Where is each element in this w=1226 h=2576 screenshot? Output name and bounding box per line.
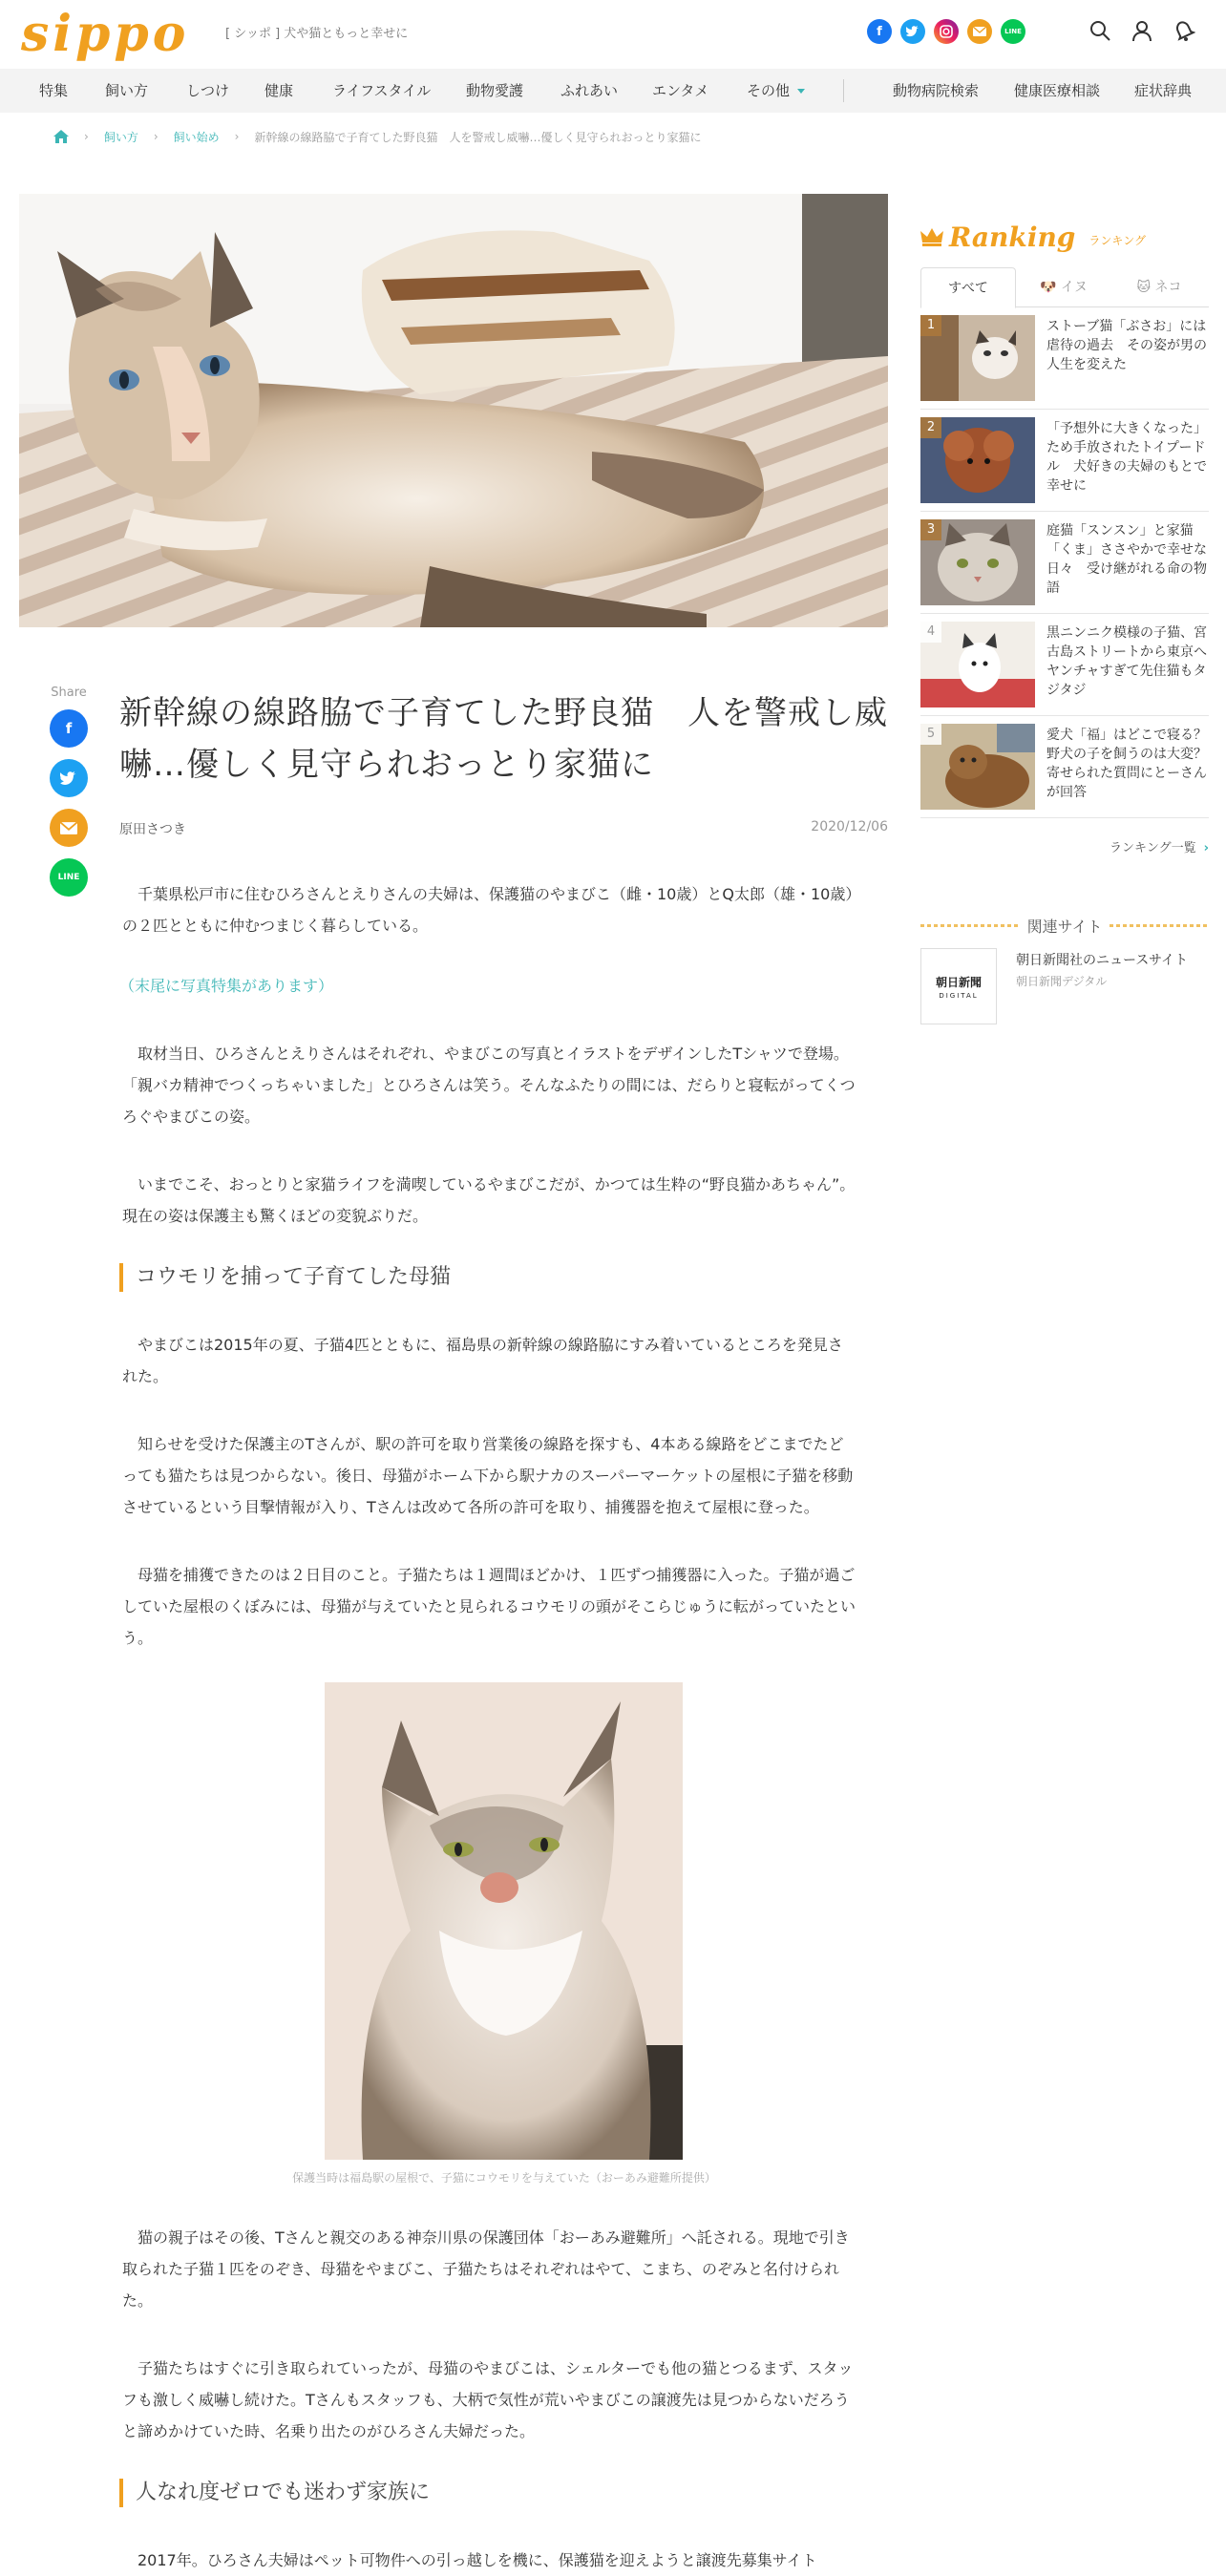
ranking-number: 5 xyxy=(920,724,941,745)
article-paragraph: 子猫たちはすぐに引き取られていったが、母猫のやまびこは、シェルターでも他の猫とつるまず、スタッフも激しく威嚇し続けた。Tさんもスタッフも、大柄で気性が荒いやまびこの譲渡先は見つからないだろうと諦めかけていた時、名乗り出たのがひろさん夫婦だった。 xyxy=(122,2359,854,2440)
line-icon: LINE xyxy=(57,873,80,882)
related-site-name: 朝日新聞社のニュースサイト xyxy=(1016,953,1189,968)
nav-divider xyxy=(843,79,844,102)
article-paragraph: 千葉県松戸市に住むひろさんとえりさんの夫婦は、保護猫のやまびこ（雌・10歳）とQ太郎（雄・10歳）の２匹とともに仲むつまじく暮らしている。 xyxy=(122,885,854,935)
ranking-item[interactable] xyxy=(920,307,1209,410)
nav-item-care[interactable]: 飼い方 xyxy=(105,82,149,99)
related-site-desc: 朝日新聞デジタル xyxy=(1016,975,1108,988)
article-author[interactable]: 原田さつき xyxy=(119,822,186,837)
nav-item-special[interactable]: 特集 xyxy=(39,82,69,99)
share-mail-button[interactable] xyxy=(50,809,88,847)
nav-item-training[interactable]: しつけ xyxy=(186,82,230,99)
crown-icon xyxy=(920,227,943,246)
ranking-title: 庭猫「スンスン」と家猫「くま」ささやかで幸せな日々 受け継がれる命の物語 xyxy=(1046,523,1207,596)
twitter-icon xyxy=(60,771,77,786)
article-paragraph: いまでこそ、おっとりと家猫ライフを満喫しているやまびこだが、かつては生粋の“野良猫かあちゃん”。現在の姿は保護主も驚くほどの変貌ぶりだ。 xyxy=(122,1175,856,1225)
ranking-item[interactable] xyxy=(920,410,1209,512)
nav-item-symptoms[interactable]: 症状辞典 xyxy=(1134,82,1193,99)
tab-dogs[interactable] xyxy=(1016,267,1111,307)
breadcrumb xyxy=(53,127,701,146)
search-icon[interactable] xyxy=(1089,19,1111,42)
chevron-right-icon: › xyxy=(234,130,240,143)
tab-cats-label: ネコ xyxy=(1154,280,1182,295)
instagram-icon[interactable] xyxy=(934,19,959,44)
home-icon[interactable] xyxy=(53,130,69,143)
nav-item-other-label: その他 xyxy=(747,82,791,99)
tab-all[interactable]: すべて xyxy=(920,267,1016,308)
ranking-more-label: ランキング一覧 xyxy=(1110,841,1196,855)
article xyxy=(119,687,888,2576)
ranking-title: ストーブ猫「ぶさお」には虐待の過去 その姿が男の人生を変えた xyxy=(1046,319,1207,372)
share-facebook-button[interactable] xyxy=(50,709,88,748)
ranking-item[interactable] xyxy=(920,614,1220,716)
ranking-item[interactable] xyxy=(920,512,1209,614)
social-links xyxy=(867,19,1025,44)
article-meta xyxy=(119,819,888,842)
twitter-icon[interactable] xyxy=(900,19,925,44)
article-date: 2020/12/06 xyxy=(811,819,888,834)
figure-caption: 保護当時は福島駅の屋根で、子猫にコウモリを与えていた（おーあみ避難所提供） xyxy=(292,2171,716,2185)
nav-item-encounters[interactable]: ふれあい xyxy=(560,82,619,99)
article-paragraph: 猫の親子はその後、Tさんと親交のある神奈川県の保護団体「おーあみ避難所」へ託される。現地で引き取られた子猫１匹をのぞき、母猫をやまびこ、子猫たちはそれぞれはやて、こまち、のぞみと名付けられた。 xyxy=(122,2228,850,2310)
line-icon[interactable]: LINE xyxy=(1001,19,1025,44)
nav-item-vet-search[interactable]: 動物病院検索 xyxy=(893,82,980,99)
cat-photo xyxy=(325,1682,683,2160)
share-line-button[interactable] xyxy=(50,858,88,897)
related-sites-title: 関連サイト xyxy=(1026,917,1103,936)
cat-icon: 🐱 xyxy=(1136,280,1155,295)
site-tagline: [ シッポ ] 犬や猫ともっと幸せに xyxy=(225,27,409,41)
breadcrumb-getting-started[interactable]: 飼い始め xyxy=(173,130,220,144)
site-logo[interactable]: sippo xyxy=(21,5,190,63)
section-heading: コウモリを捕って子育てした母猫 xyxy=(119,1262,888,1293)
section-heading: 人なれ度ゼロでも迷わず家族に xyxy=(119,2478,888,2508)
dog-icon: 🐶 xyxy=(1040,280,1061,295)
ranking-title: 「予想外に大きくなった」ため手放されたトイプードル 犬好きの夫婦のもとで幸せに xyxy=(1046,421,1207,494)
share-twitter-button[interactable] xyxy=(50,759,88,797)
chevron-right-icon: › xyxy=(1203,841,1209,855)
breadcrumb-care[interactable]: 飼い方 xyxy=(103,130,138,144)
tab-cats[interactable] xyxy=(1111,267,1207,307)
mail-icon[interactable] xyxy=(967,19,992,44)
ranking-subtitle: ランキング xyxy=(1089,233,1147,247)
nav-item-health-consult[interactable]: 健康医療相談 xyxy=(1014,82,1101,99)
ranking-title: 愛犬「福」はどこで寝る？野犬の子を飼うのは大変？ 寄せられた質問にとーさんが回答 xyxy=(1046,728,1220,800)
ranking-title: 黒ニンニク模様の子猫、宮古島ストリートから東京へ ヤンチャすぎて先住猫もタジタジ xyxy=(1046,625,1220,698)
article-paragraph: 取材当日、ひろさんとえりさんはそれぞれ、やまびこの写真とイラストをデザインしたTシャツで登場。「親バカ精神でつくっちゃいました」とひろさんは笑う。そんなふたりの間には、だらりと寝転がってくつろぐやまびこの姿。 xyxy=(122,1045,856,1126)
article-paragraph: 母猫を捕獲できたのは２日目のこと。子猫たちは１週間ほどかけ、１匹ずつ捕獲器に入った。子猫が過ごしていた屋根のくぼみには、母猫が与えていたと見られるコウモリの頭がそこらじゅうに転がっていたという。 xyxy=(122,1566,856,1647)
ranking-title: Ranking xyxy=(949,221,1076,253)
related-site-asahi[interactable] xyxy=(920,948,1209,1028)
ranking-number: 2 xyxy=(920,417,941,438)
chevron-right-icon: › xyxy=(153,130,159,143)
facebook-icon[interactable]: f xyxy=(867,19,892,44)
ranking-number: 4 xyxy=(920,622,941,643)
facebook-icon: f xyxy=(65,720,73,737)
asahi-logo xyxy=(920,948,997,1024)
bell-icon[interactable] xyxy=(1173,19,1195,42)
nav-item-welfare[interactable]: 動物愛護 xyxy=(466,82,524,99)
ranking-item[interactable] xyxy=(920,716,1220,818)
ranking-number: 3 xyxy=(920,519,941,540)
nav-item-health[interactable]: 健康 xyxy=(264,82,294,99)
user-icon[interactable] xyxy=(1131,19,1153,42)
nav-item-other[interactable] xyxy=(747,69,805,113)
article-title: 新幹線の線路脇で子育てした野良猫 人を警戒し威嚇…優しく見守られおっとり家猫に xyxy=(119,694,888,784)
article-figure xyxy=(292,1682,716,2185)
divider xyxy=(920,924,1020,927)
share-bar xyxy=(50,686,88,908)
article-paragraph: やまびこは2015年の夏、子猫4匹とともに、福島県の新幹線の線路脇にすみ着いているところを発見された。 xyxy=(122,1336,843,1385)
sidebar xyxy=(920,220,1220,1028)
ranking-number: 1 xyxy=(920,315,941,336)
hero-image xyxy=(19,194,888,627)
tab-dogs-label: イヌ xyxy=(1060,280,1088,295)
chevron-down-icon xyxy=(797,89,805,94)
mail-icon xyxy=(60,822,77,834)
breadcrumb-current: 新幹線の線路脇で子育てした野良猫 人を警戒し威嚇…優しく見守られおっとり家猫に xyxy=(254,130,702,144)
header-actions xyxy=(1089,19,1195,42)
article-paragraph: 2017年。ひろさん夫婦はペット可物件への引っ越しを機に、保護猫を迎えようと譲渡先募集サイト xyxy=(137,2551,817,2569)
nav-item-lifestyle[interactable]: ライフスタイル xyxy=(332,82,432,99)
article-paragraph: 知らせを受けた保護主のTさんが、駅の許可を取り営業後の線路を探すも、4本ある線路をどこまでたどっても猫たちは見つからない。後日、母猫がホーム下から駅ナカのスーパーマーケットの屋根に子猫を移動させているという目撃情報が入り、Tさんは改めて各所の許可を取り、捕獲器を抱えて屋根に登った。 xyxy=(122,1435,854,1516)
ranking-more-link[interactable] xyxy=(920,837,1209,856)
main-nav xyxy=(0,69,1226,113)
share-label: Share xyxy=(51,686,87,700)
ranking-tabs xyxy=(920,267,1209,307)
related-sites-header xyxy=(920,914,1209,937)
site-header xyxy=(0,0,1226,69)
photo-feature-link[interactable]: （末尾に写真特集があります） xyxy=(119,977,334,995)
chevron-right-icon: › xyxy=(84,130,89,143)
asahi-logo-sub: DIGITAL xyxy=(939,991,979,1000)
ranking-header xyxy=(920,220,1209,254)
divider xyxy=(1110,924,1209,927)
nav-item-entertainment[interactable]: エンタメ xyxy=(652,82,709,99)
asahi-logo-text: 朝日新聞 xyxy=(935,975,982,989)
